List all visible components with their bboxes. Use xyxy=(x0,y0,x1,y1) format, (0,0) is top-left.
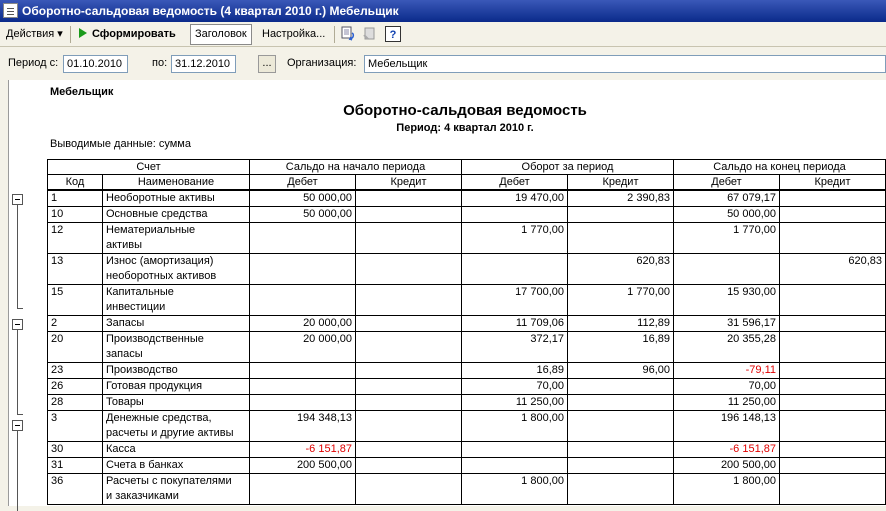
header-code: Код xyxy=(48,175,103,191)
table-row[interactable] xyxy=(48,316,886,332)
header-close-debit: Дебет xyxy=(674,175,780,191)
closing-debit-cell[interactable]: 196 148,13 xyxy=(674,411,780,442)
actions-menu-button[interactable] xyxy=(2,24,67,45)
toolbar xyxy=(0,22,886,47)
header-close-credit: Кредит xyxy=(780,175,886,191)
turnover-debit-cell[interactable]: 1 800,00 xyxy=(462,474,568,505)
pin-icon[interactable] xyxy=(361,25,379,43)
turnover-debit-cell[interactable]: 11 250,00 xyxy=(462,395,568,411)
settings-button[interactable]: Настройка... xyxy=(262,28,326,40)
turnover-credit-cell[interactable] xyxy=(568,379,674,395)
turnover-credit-cell[interactable]: 2 390,83 xyxy=(568,190,674,207)
turnover-debit-cell[interactable]: 17 700,00 xyxy=(462,285,568,316)
closing-debit-cell[interactable]: 200 500,00 xyxy=(674,458,780,474)
opening-credit-cell[interactable] xyxy=(356,223,462,254)
turnover-credit-cell[interactable] xyxy=(568,411,674,442)
table-row[interactable] xyxy=(48,285,886,316)
account-name-cell[interactable]: Производственные запасы xyxy=(103,332,250,363)
turnover-credit-cell[interactable] xyxy=(568,458,674,474)
closing-credit-cell[interactable] xyxy=(780,207,886,223)
group-line-end xyxy=(17,414,23,415)
table-row[interactable] xyxy=(48,474,886,505)
closing-credit-cell[interactable] xyxy=(780,285,886,316)
header-turnover-debit: Дебет xyxy=(462,175,568,191)
closing-debit-cell[interactable]: 50 000,00 xyxy=(674,207,780,223)
closing-credit-cell[interactable] xyxy=(780,458,886,474)
opening-debit-cell[interactable] xyxy=(250,474,356,505)
account-code-cell[interactable]: 31 xyxy=(48,458,103,474)
opening-debit-cell[interactable] xyxy=(250,395,356,411)
opening-debit-cell[interactable]: -6 151,87 xyxy=(250,442,356,458)
account-code-cell[interactable]: 36 xyxy=(48,474,103,505)
opening-credit-cell[interactable] xyxy=(356,474,462,505)
dropdown-arrow-icon: ▾ xyxy=(57,28,63,40)
account-name-cell[interactable]: Производство xyxy=(103,363,250,379)
closing-debit-cell[interactable]: 20 355,28 xyxy=(674,332,780,363)
generate-label: Сформировать xyxy=(92,28,176,40)
header-account: Счет xyxy=(48,160,250,175)
opening-credit-cell[interactable] xyxy=(356,411,462,442)
group-line xyxy=(17,431,18,511)
closing-credit-cell[interactable] xyxy=(780,316,886,332)
help-button[interactable]: ? xyxy=(385,26,401,42)
opening-debit-cell[interactable] xyxy=(250,254,356,285)
turnover-credit-cell[interactable] xyxy=(568,207,674,223)
closing-debit-cell[interactable]: 1 800,00 xyxy=(674,474,780,505)
account-name-cell[interactable]: Товары xyxy=(103,395,250,411)
period-to-label: по: xyxy=(152,57,168,69)
collapse-group-icon[interactable] xyxy=(12,319,23,330)
closing-credit-cell[interactable] xyxy=(780,190,886,207)
closing-credit-cell[interactable] xyxy=(780,474,886,505)
turnover-credit-cell[interactable] xyxy=(568,474,674,505)
table-row[interactable] xyxy=(48,207,886,223)
closing-debit-cell[interactable]: 70,00 xyxy=(674,379,780,395)
closing-credit-cell[interactable] xyxy=(780,411,886,442)
opening-debit-cell[interactable]: 20 000,00 xyxy=(250,316,356,332)
toolbar-separator xyxy=(334,26,335,43)
turnover-credit-cell[interactable]: 1 770,00 xyxy=(568,285,674,316)
account-code-cell[interactable]: 10 xyxy=(48,207,103,223)
table-row[interactable] xyxy=(48,411,886,442)
generate-button[interactable] xyxy=(75,24,180,45)
window-title: Оборотно-сальдовая ведомость (4 квартал 2010 г.) Мебельщик xyxy=(22,4,399,18)
opening-credit-cell[interactable] xyxy=(356,254,462,285)
grouping-gutter xyxy=(8,80,44,506)
account-name-cell[interactable]: Счета в банках xyxy=(103,458,250,474)
table-row[interactable] xyxy=(48,223,886,254)
header-toggle-button[interactable]: Заголовок xyxy=(190,24,252,45)
report-title: Оборотно-сальдовая ведомость xyxy=(343,102,587,119)
header-open-credit: Кредит xyxy=(356,175,462,191)
opening-credit-cell[interactable] xyxy=(356,316,462,332)
table-row[interactable] xyxy=(48,190,886,207)
closing-credit-cell[interactable] xyxy=(780,363,886,379)
header-opening-balance: Сальдо на начало периода xyxy=(250,160,462,175)
turnover-credit-cell[interactable]: 112,89 xyxy=(568,316,674,332)
organization-input[interactable]: Мебельщик xyxy=(364,55,886,73)
account-code-cell[interactable]: 12 xyxy=(48,223,103,254)
play-icon xyxy=(79,28,87,38)
window-title-bar xyxy=(0,0,886,22)
account-name-cell[interactable]: Расчеты с покупателями и заказчиками xyxy=(103,474,250,505)
closing-debit-cell[interactable]: -6 151,87 xyxy=(674,442,780,458)
turnover-debit-cell[interactable]: 70,00 xyxy=(462,379,568,395)
closing-debit-cell[interactable]: -79,11 xyxy=(674,363,780,379)
account-code-cell[interactable]: 3 xyxy=(48,411,103,442)
account-name-cell[interactable]: Готовая продукция xyxy=(103,379,250,395)
opening-credit-cell[interactable] xyxy=(356,379,462,395)
closing-debit-cell[interactable]: 1 770,00 xyxy=(674,223,780,254)
group-line-end xyxy=(17,308,23,309)
opening-credit-cell[interactable] xyxy=(356,395,462,411)
closing-credit-cell[interactable] xyxy=(780,332,886,363)
table-row[interactable] xyxy=(48,395,886,411)
opening-debit-cell[interactable]: 50 000,00 xyxy=(250,207,356,223)
period-from-input[interactable]: 01.10.2010 xyxy=(63,55,128,73)
closing-debit-cell[interactable] xyxy=(674,254,780,285)
turnover-credit-cell[interactable]: 96,00 xyxy=(568,363,674,379)
account-code-cell[interactable]: 30 xyxy=(48,442,103,458)
closing-credit-cell[interactable] xyxy=(780,442,886,458)
account-code-cell[interactable]: 23 xyxy=(48,363,103,379)
opening-credit-cell[interactable] xyxy=(356,442,462,458)
opening-debit-cell[interactable]: 20 000,00 xyxy=(250,332,356,363)
table-row[interactable] xyxy=(48,442,886,458)
account-code-cell[interactable]: 1 xyxy=(48,190,103,207)
table-row[interactable] xyxy=(48,254,886,285)
closing-credit-cell[interactable]: 620,83 xyxy=(780,254,886,285)
closing-debit-cell[interactable]: 11 250,00 xyxy=(674,395,780,411)
table-row[interactable] xyxy=(48,363,886,379)
closing-credit-cell[interactable] xyxy=(780,395,886,411)
account-code-cell[interactable]: 15 xyxy=(48,285,103,316)
closing-debit-cell[interactable]: 15 930,00 xyxy=(674,285,780,316)
turnover-credit-cell[interactable]: 16,89 xyxy=(568,332,674,363)
header-open-debit: Дебет xyxy=(250,175,356,191)
header-closing-balance: Сальдо на конец периода xyxy=(674,160,886,175)
opening-debit-cell[interactable] xyxy=(250,223,356,254)
opening-credit-cell[interactable] xyxy=(356,207,462,223)
account-name-cell[interactable]: Нематериальные активы xyxy=(103,223,250,254)
turnover-debit-cell[interactable]: 372,17 xyxy=(462,332,568,363)
report-parameters xyxy=(0,53,886,75)
report-organization: Мебельщик xyxy=(50,86,114,98)
report-data-shown: Выводимые данные: сумма xyxy=(50,138,191,150)
turnover-debit-cell[interactable]: 19 470,00 xyxy=(462,190,568,207)
closing-credit-cell[interactable] xyxy=(780,379,886,395)
report-document-icon xyxy=(3,3,18,18)
group-line xyxy=(17,201,18,308)
turnover-debit-cell[interactable] xyxy=(462,442,568,458)
opening-credit-cell[interactable] xyxy=(356,285,462,316)
account-code-cell[interactable]: 26 xyxy=(48,379,103,395)
account-name-cell[interactable]: Денежные средства, расчеты и другие активы xyxy=(103,411,250,442)
account-name-cell[interactable]: Касса xyxy=(103,442,250,458)
turnover-debit-cell[interactable] xyxy=(462,458,568,474)
period-from-label: Период с: xyxy=(8,57,59,69)
period-to-input[interactable]: 31.12.2010 xyxy=(171,55,236,73)
account-code-cell[interactable]: 28 xyxy=(48,395,103,411)
turnover-credit-cell[interactable]: 620,83 xyxy=(568,254,674,285)
turnover-credit-cell[interactable] xyxy=(568,395,674,411)
toolbar-separator xyxy=(70,26,71,43)
turnover-debit-cell[interactable]: 11 709,06 xyxy=(462,316,568,332)
opening-debit-cell[interactable]: 50 000,00 xyxy=(250,190,356,207)
account-code-cell[interactable]: 13 xyxy=(48,254,103,285)
account-name-cell[interactable]: Запасы xyxy=(103,316,250,332)
report-sheet xyxy=(44,80,886,506)
turnover-debit-cell[interactable] xyxy=(462,254,568,285)
turnover-debit-cell[interactable] xyxy=(462,207,568,223)
refresh-icon[interactable] xyxy=(339,25,357,43)
collapse-group-icon[interactable] xyxy=(12,420,23,431)
balance-table xyxy=(47,159,886,505)
header-name: Наименование xyxy=(103,175,250,191)
table-row[interactable] xyxy=(48,379,886,395)
closing-debit-cell[interactable]: 67 079,17 xyxy=(674,190,780,207)
account-name-cell[interactable]: Основные средства xyxy=(103,207,250,223)
opening-credit-cell[interactable] xyxy=(356,363,462,379)
header-turnover: Оборот за период xyxy=(462,160,674,175)
group-line xyxy=(17,329,18,414)
account-name-cell[interactable]: Износ (амортизация) необоротных активов xyxy=(103,254,250,285)
closing-debit-cell[interactable]: 31 596,17 xyxy=(674,316,780,332)
opening-debit-cell[interactable] xyxy=(250,363,356,379)
opening-credit-cell[interactable] xyxy=(356,458,462,474)
opening-debit-cell[interactable]: 200 500,00 xyxy=(250,458,356,474)
account-name-cell[interactable]: Необоротные активы xyxy=(103,190,250,207)
table-row[interactable] xyxy=(48,458,886,474)
collapse-group-icon[interactable] xyxy=(12,194,23,205)
turnover-debit-cell[interactable]: 1 800,00 xyxy=(462,411,568,442)
select-period-button[interactable]: ... xyxy=(258,55,276,73)
table-row[interactable] xyxy=(48,332,886,363)
opening-credit-cell[interactable] xyxy=(356,332,462,363)
header-turnover-credit: Кредит xyxy=(568,175,674,191)
account-code-cell[interactable]: 2 xyxy=(48,316,103,332)
account-name-cell[interactable]: Капитальные инвестиции xyxy=(103,285,250,316)
opening-debit-cell[interactable] xyxy=(250,379,356,395)
opening-debit-cell[interactable]: 194 348,13 xyxy=(250,411,356,442)
opening-credit-cell[interactable] xyxy=(356,190,462,207)
actions-label: Действия xyxy=(6,28,55,40)
turnover-credit-cell[interactable] xyxy=(568,442,674,458)
turnover-credit-cell[interactable] xyxy=(568,223,674,254)
turnover-debit-cell[interactable]: 16,89 xyxy=(462,363,568,379)
report-period: Период: 4 квартал 2010 г. xyxy=(396,122,534,134)
organization-label: Организация: xyxy=(287,57,357,69)
closing-credit-cell[interactable] xyxy=(780,223,886,254)
account-code-cell[interactable]: 20 xyxy=(48,332,103,363)
turnover-debit-cell[interactable]: 1 770,00 xyxy=(462,223,568,254)
opening-debit-cell[interactable] xyxy=(250,285,356,316)
